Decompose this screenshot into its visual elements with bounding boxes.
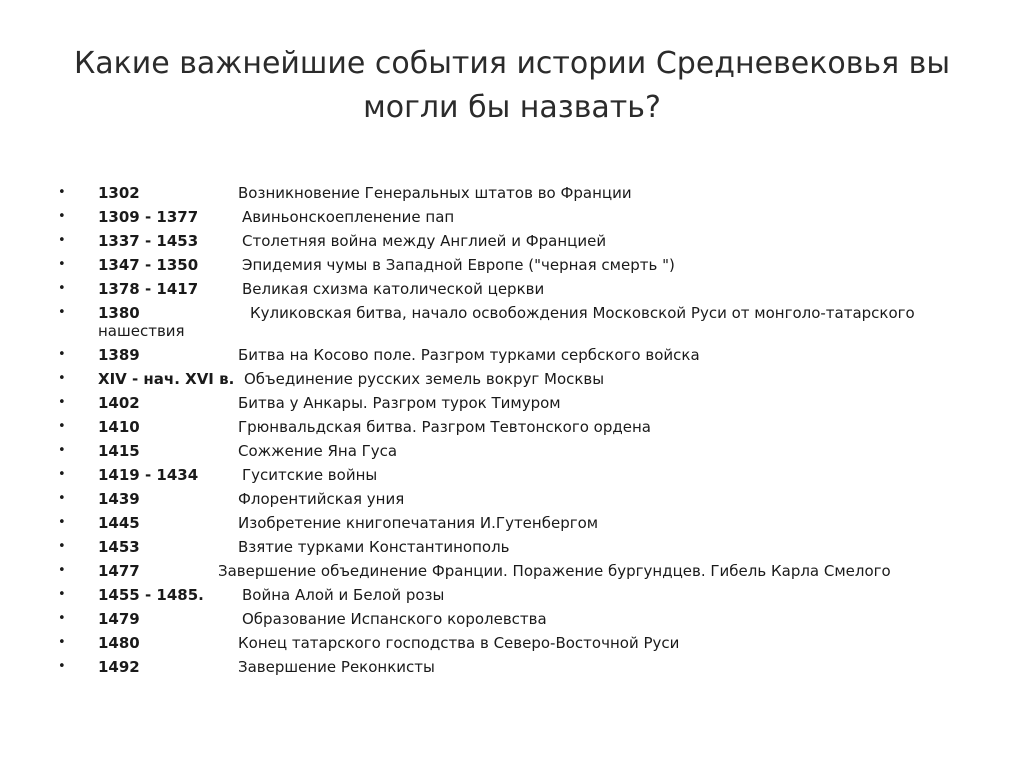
event-item [58, 487, 988, 511]
event-date: 1378 - 1417 [98, 280, 199, 298]
bullet-icon: • [58, 491, 66, 506]
bullet-icon: • [58, 467, 66, 482]
event-item [58, 367, 988, 391]
event-item [58, 277, 988, 301]
event-description: Флорентийская уния [238, 490, 405, 508]
event-item [58, 559, 988, 583]
bullet-icon: • [58, 233, 66, 248]
event-item [58, 535, 988, 559]
event-item [58, 253, 988, 277]
event-item [58, 301, 988, 343]
event-description: Образование Испанского королевства [242, 610, 547, 628]
bullet-icon: • [58, 371, 66, 386]
event-date: 1309 - 1377 [98, 208, 199, 226]
event-date: 1415 [98, 442, 140, 460]
event-date: 1455 - 1485. [98, 586, 204, 604]
bullet-icon: • [58, 443, 66, 458]
event-description: Куликовская битва, начало освобождения Московской Руси от монголо-татарского нашествия [98, 304, 915, 340]
bullet-icon: • [58, 419, 66, 434]
bullet-icon: • [58, 257, 66, 272]
event-date: 1479 [98, 610, 140, 628]
event-date: 1453 [98, 538, 140, 556]
event-item [58, 655, 988, 679]
event-description: Взятие турками Константинополь [238, 538, 510, 556]
event-description: Сожжение Яна Гуса [238, 442, 398, 460]
bullet-icon: • [58, 209, 66, 224]
event-description: Битва у Анкары. Разгром турок Тимуром [238, 394, 561, 412]
event-description: Объединение русских земель вокруг Москвы [244, 370, 605, 388]
event-item [58, 415, 988, 439]
bullet-icon: • [58, 659, 66, 674]
event-item [58, 229, 988, 253]
bullet-icon: • [58, 281, 66, 296]
event-date: 1347 - 1350 [98, 256, 199, 274]
event-description: Грюнвальдская битва. Разгром Тевтонского ордена [238, 418, 651, 436]
bullet-icon: • [58, 395, 66, 410]
event-date: 1419 - 1434 [98, 466, 199, 484]
bullet-icon: • [58, 539, 66, 554]
event-date: 1480 [98, 634, 140, 652]
slide-title: Какие важнейшие события истории Средневековья вы могли бы назвать? [73, 46, 951, 126]
bullet-icon: • [58, 587, 66, 602]
event-description: Столетняя война между Англией и Францией [242, 232, 607, 250]
event-item [58, 391, 988, 415]
bullet-icon: • [58, 611, 66, 626]
bullet-icon: • [58, 347, 66, 362]
event-date: 1410 [98, 418, 140, 436]
event-date: 1389 [98, 346, 140, 364]
event-description: Завершение Реконкисты [238, 658, 435, 676]
event-item [58, 583, 988, 607]
event-item [58, 181, 988, 205]
bullet-icon: • [58, 635, 66, 650]
event-description: Авиньонскоепленение пап [242, 208, 455, 226]
bullet-icon: • [58, 563, 66, 578]
event-description: Эпидемия чумы в Западной Европе ("черная смерть ") [242, 256, 675, 274]
event-date: 1380 [98, 304, 140, 322]
event-description: Возникновение Генеральных штатов во Франции [238, 184, 632, 202]
event-description: Битва на Косово поле. Разгром турками сербского войска [238, 346, 700, 364]
event-description: Гуситские войны [242, 466, 378, 484]
event-item [58, 631, 988, 655]
event-item [58, 463, 988, 487]
bullet-icon: • [58, 305, 66, 320]
event-item [58, 205, 988, 229]
event-date: 1402 [98, 394, 140, 412]
event-date: 1445 [98, 514, 140, 532]
event-date: 1302 [98, 184, 140, 202]
event-description: Изобретение книгопечатания И.Гутенбергом [238, 514, 599, 532]
bullet-icon: • [58, 185, 66, 200]
event-item [58, 511, 988, 535]
event-item [58, 439, 988, 463]
event-date: XIV - нач. XVI в. [98, 370, 235, 388]
event-description: Конец татарского господства в Северо-Восточной Руси [238, 634, 680, 652]
event-description: Великая схизма католической церкви [242, 280, 545, 298]
event-item [58, 607, 988, 631]
event-date: 1337 - 1453 [98, 232, 199, 250]
event-date: 1477 [98, 562, 140, 580]
event-description: Завершение объединение Франции. Поражение бургундцев. Гибель Карла Смелого [218, 562, 891, 580]
events-list [58, 181, 988, 679]
bullet-icon: • [58, 515, 66, 530]
event-description: Война Алой и Белой розы [242, 586, 445, 604]
event-item [58, 343, 988, 367]
event-date: 1492 [98, 658, 140, 676]
event-date: 1439 [98, 490, 140, 508]
